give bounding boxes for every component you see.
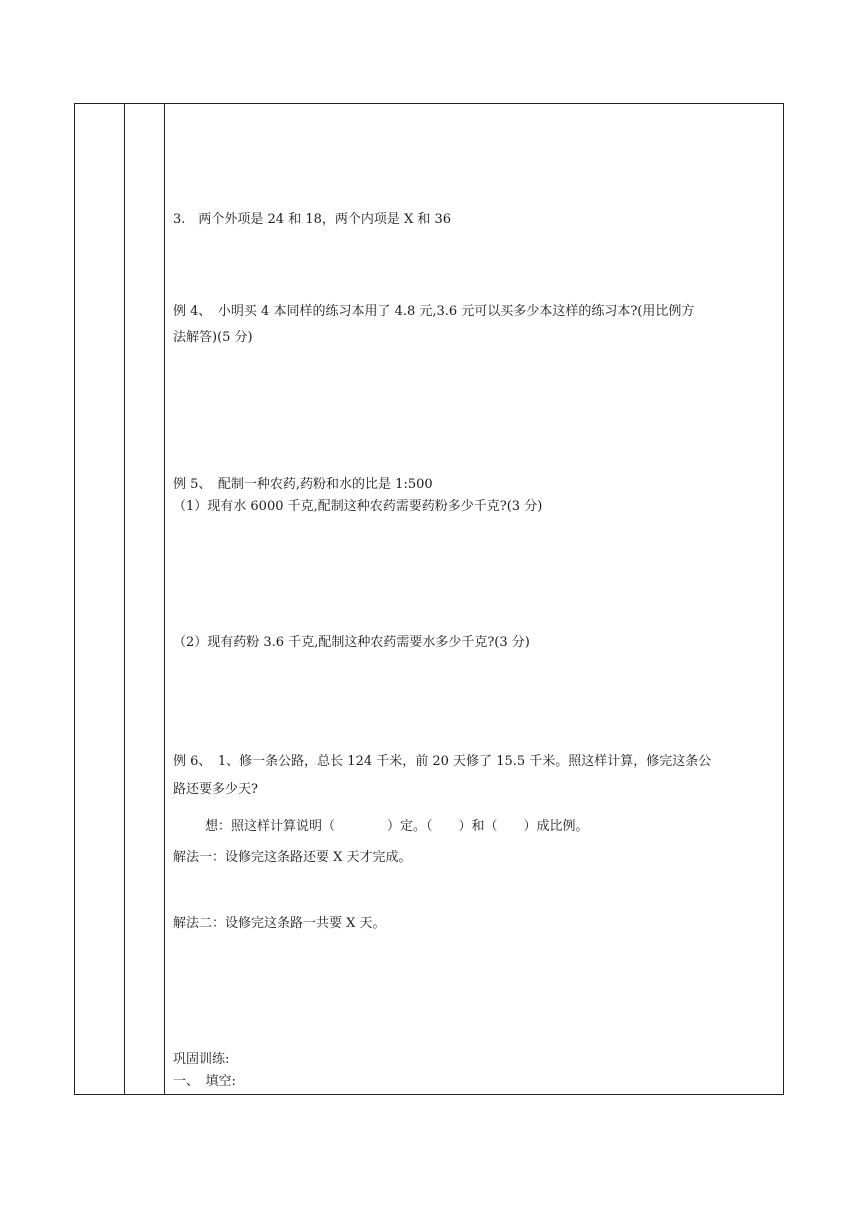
- example-4-line-2: 法解答)(5 分): [173, 330, 253, 345]
- think-prompt: 想：照这样计算说明（ ）定。（ ）和（ ）成比例。: [205, 819, 589, 834]
- example-6-line-1: 例 6、 1、修一条公路，总长 124 千米，前 20 天修了 15.5 千米。照这样计算，修完这条公: [173, 754, 712, 769]
- example-5-part-1: （1）现有水 6000 千克,配制这种农药需要药粉多少千克?(3 分): [173, 499, 543, 514]
- fill-blank-heading: 一、 填空:: [173, 1074, 236, 1089]
- column-divider-1: [124, 104, 125, 1094]
- solution-method-1: 解法一：设修完这条路还要 X 天才完成。: [173, 850, 412, 865]
- example-5: 例 5、 配制一种农药,药粉和水的比是 1:500: [173, 477, 433, 492]
- example-6-line-2: 路还要多少天?: [173, 782, 258, 797]
- worksheet-table: [74, 103, 784, 1095]
- example-5-part-2: （2）现有药粉 3.6 千克,配制这种农药需要水多少千克?(3 分): [173, 635, 530, 650]
- example-4-line-1: 例 4、 小明买 4 本同样的练习本用了 4.8 元,3.6 元可以买多少本这样的练习本?(用比例方: [173, 304, 695, 319]
- solution-method-2: 解法二：设修完这条路一共要 X 天。: [173, 916, 386, 931]
- column-divider-2: [164, 104, 165, 1094]
- practice-heading: 巩固训练:: [173, 1052, 230, 1067]
- question-3: 3. 两个外项是 24 和 18，两个内项是 X 和 36: [173, 212, 452, 227]
